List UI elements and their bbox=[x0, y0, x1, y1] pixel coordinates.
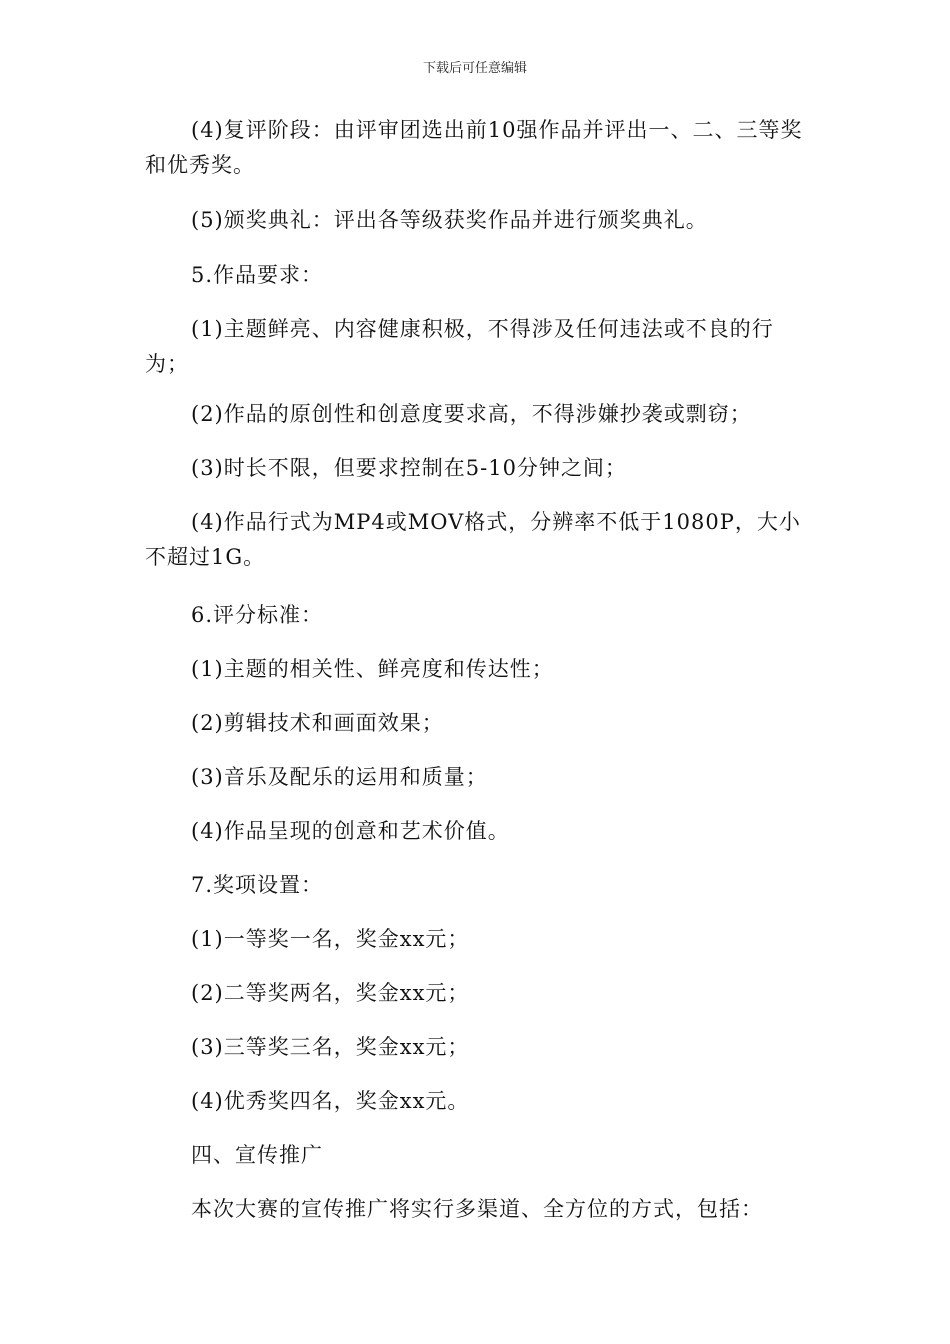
list-item-award-1: (1)一等奖一名，奖金xx元； bbox=[191, 927, 470, 951]
list-item-requirement-3: (3)时长不限，但要求控制在5-10分钟之间； bbox=[191, 456, 627, 480]
list-item-scoring-3: (3)音乐及配乐的运用和质量； bbox=[191, 765, 488, 789]
paragraph-promotion-intro: 本次大赛的宣传推广将实行多渠道、全方位的方式，包括： bbox=[191, 1197, 763, 1221]
page-header: 下载后可任意编辑 bbox=[422, 61, 527, 76]
list-item-requirement-1: (1)主题鲜亮、内容健康积极，不得涉及任何违法或不良的行为； bbox=[145, 317, 774, 376]
list-item-scoring-4: (4)作品呈现的创意和艺术价值。 bbox=[191, 819, 510, 843]
list-item-award-2: (2)二等奖两名，奖金xx元； bbox=[191, 981, 470, 1005]
section-heading-awards: 7.奖项设置： bbox=[191, 873, 324, 897]
list-item-scoring-1: (1)主题的相关性、鲜亮度和传达性； bbox=[191, 657, 554, 681]
list-item-requirement-2: (2)作品的原创性和创意度要求高，不得涉嫌抄袭或剽窃； bbox=[191, 402, 752, 426]
paragraph-award-ceremony: (5)颁奖典礼：评出各等级获奖作品并进行颁奖典礼。 bbox=[191, 208, 708, 232]
list-item-award-3: (3)三等奖三名，奖金xx元； bbox=[191, 1035, 470, 1059]
list-item-requirement-4: (4)作品行式为MP4或MOV格式，分辨率不低于1080P，大小不超过1G。 bbox=[145, 510, 801, 569]
section-heading-requirements: 5.作品要求： bbox=[191, 263, 324, 287]
section-heading-scoring: 6.评分标准： bbox=[191, 603, 324, 627]
list-item-scoring-2: (2)剪辑技术和画面效果； bbox=[191, 711, 444, 735]
section-heading-promotion: 四、宣传推广 bbox=[191, 1143, 323, 1167]
list-item-award-4: (4)优秀奖四名，奖金xx元。 bbox=[191, 1089, 470, 1113]
paragraph-review-stage: (4)复评阶段：由评审团选出前10强作品并评出一、二、三等奖和优秀奖。 bbox=[145, 118, 803, 177]
